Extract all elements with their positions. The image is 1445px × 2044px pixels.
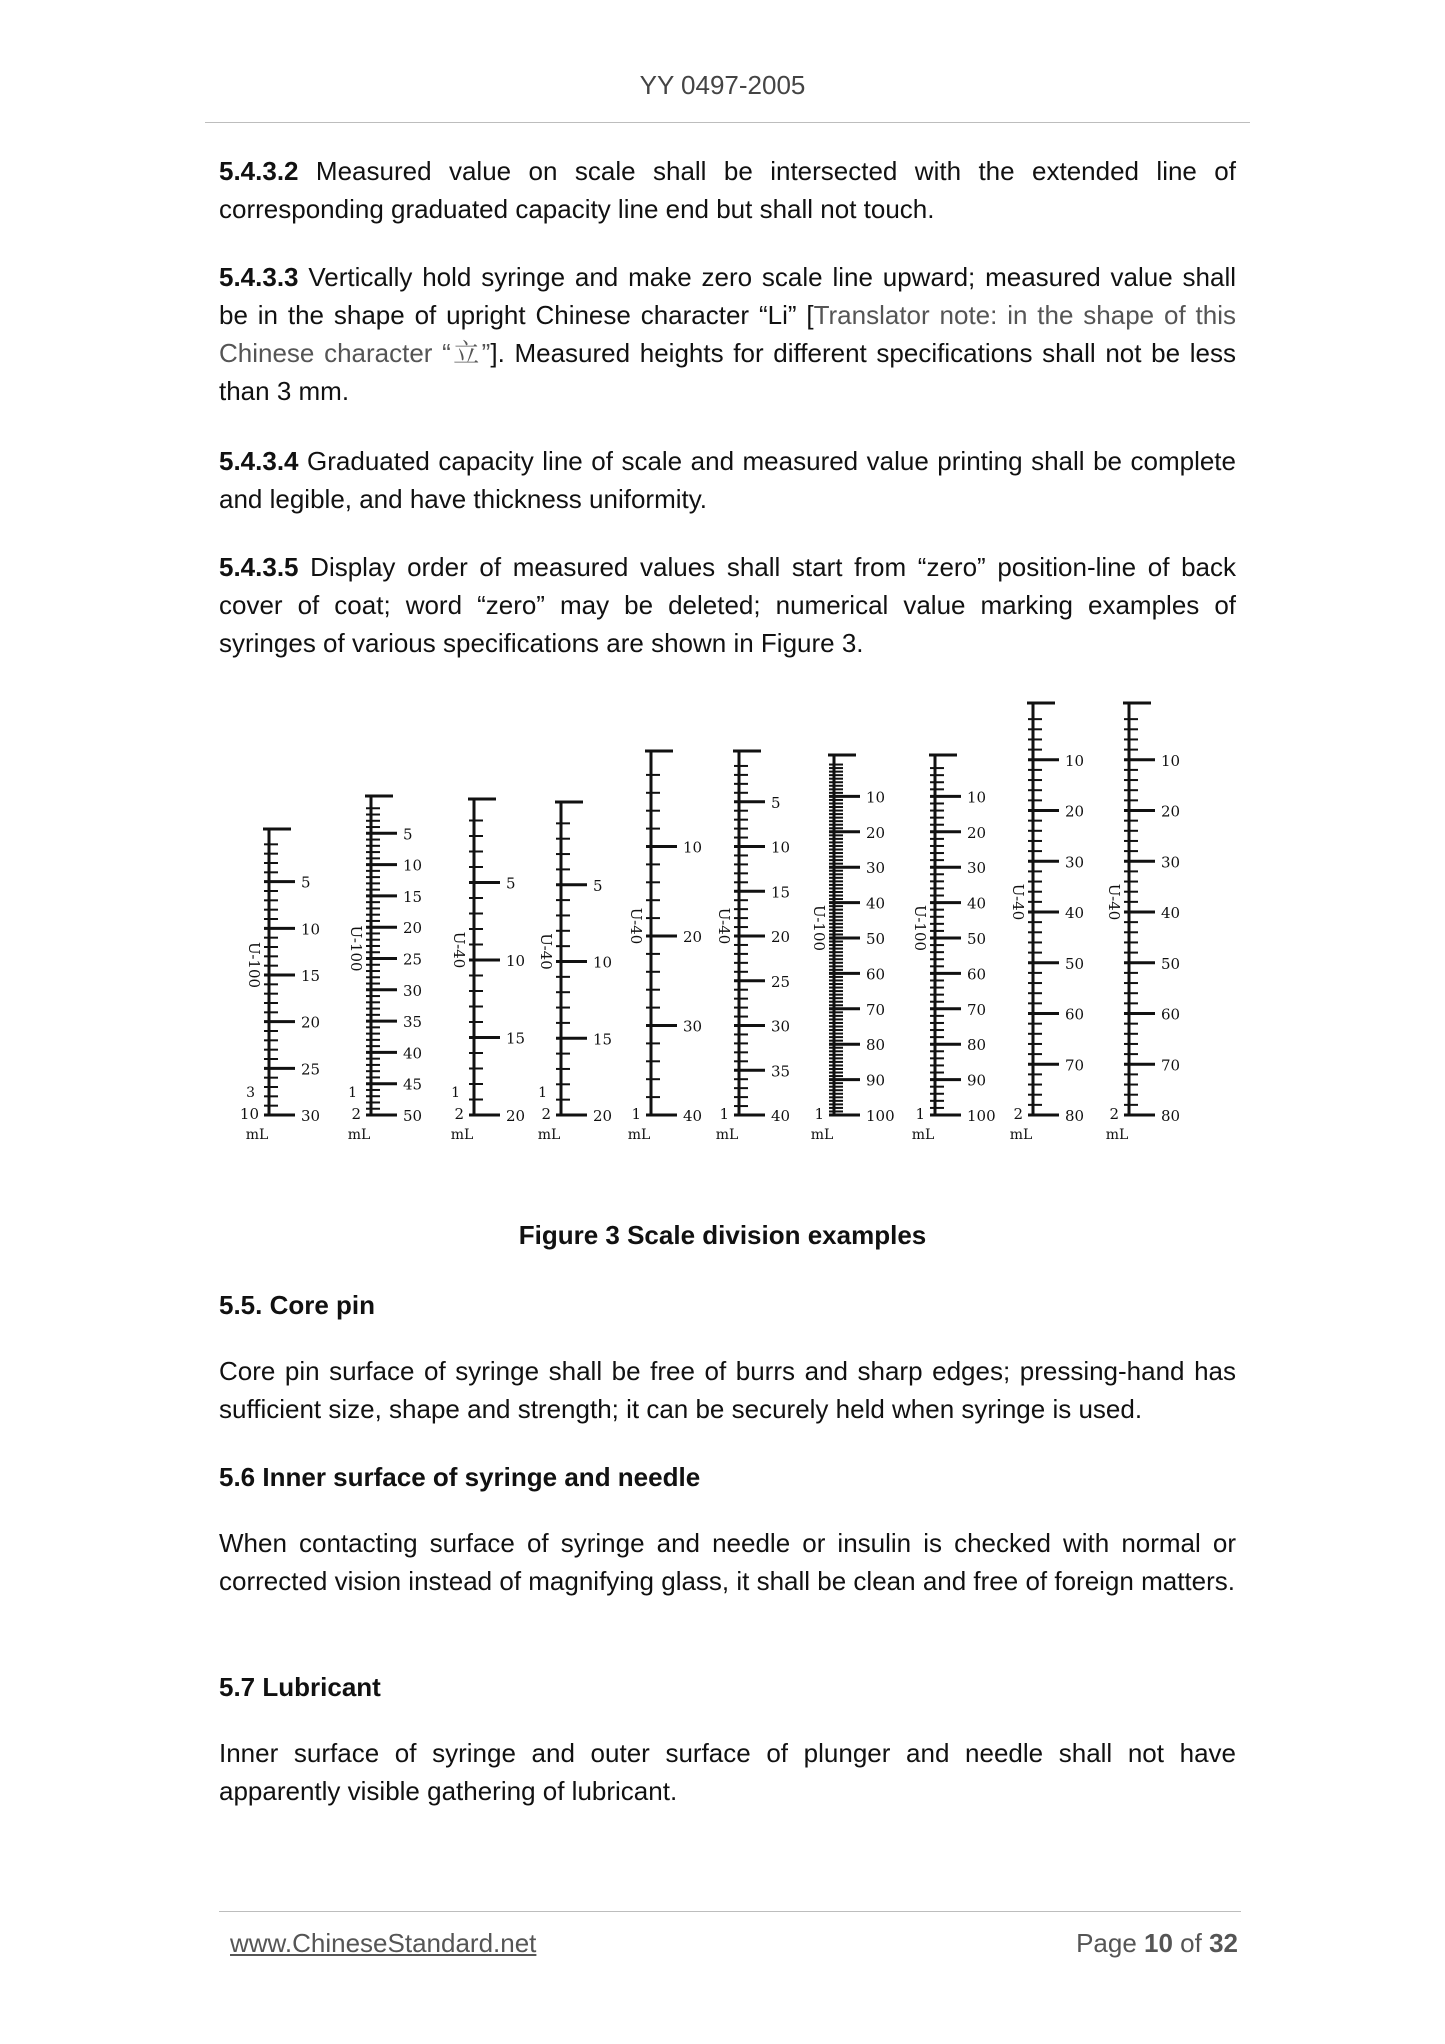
- clause-text: Display order of measured values shall start from “zero” position-line of back cover of coat; word “zero” may be deleted; numerical value marking examples of syringes of various specifications are shown in Figure 3.: [219, 552, 1236, 658]
- volume-numerator: 3: [246, 1085, 255, 1101]
- syringe-type-label: U-100: [810, 904, 828, 952]
- volume-unit: mL: [347, 1127, 371, 1143]
- scale-label: 30: [967, 859, 987, 878]
- syringe-type-label: U-40: [627, 907, 645, 945]
- page-prefix: Page: [1076, 1928, 1145, 1958]
- scale-label: 15: [771, 883, 791, 902]
- syringe-type-label: U-40: [1105, 883, 1123, 921]
- syringe-type-label: U-40: [1009, 883, 1027, 921]
- syringe-type-label: U-40: [450, 931, 468, 969]
- document-code-header: YY 0497-2005: [639, 70, 806, 100]
- scale-label: 35: [771, 1062, 791, 1081]
- volume-value: 1: [915, 1105, 925, 1123]
- scale-label: 25: [403, 950, 423, 969]
- scale-label: 20: [403, 919, 423, 938]
- volume-unit: mL: [537, 1127, 561, 1143]
- volume-unit: mL: [245, 1127, 269, 1143]
- scale-label: 40: [683, 1107, 703, 1125]
- scale-label: 50: [1161, 954, 1181, 973]
- website-link[interactable]: www.ChineseStandard.net: [230, 1928, 537, 1958]
- clause-5-4-3-3: [219, 258, 1236, 410]
- volume-value: 2: [1013, 1105, 1023, 1123]
- scale-label: 10: [771, 838, 791, 857]
- volume-numerator: 1: [348, 1085, 357, 1101]
- scale-label: 40: [771, 1107, 791, 1125]
- clause-number: 5.4.3.4: [219, 446, 299, 476]
- page-number: [1076, 1928, 1238, 1959]
- clause-text: Measured value on scale shall be intersected with the extended line of corresponding graduated capacity line end but shall not touch.: [219, 156, 1236, 224]
- scale-label: 70: [866, 1000, 886, 1019]
- clause-text: Graduated capacity line of scale and measured value printing shall be complete and legible, and have thickness uniformity.: [219, 446, 1236, 514]
- translator-note: Translator note: in the shape of this Chinese character “立”: [219, 300, 1236, 368]
- scale-label: 60: [1065, 1005, 1085, 1024]
- scale-label: 15: [301, 967, 321, 985]
- scale-label: 10: [866, 788, 886, 807]
- scale-label: 20: [593, 1107, 613, 1125]
- scale-label: 30: [771, 1017, 791, 1036]
- scale-label: 5: [593, 876, 603, 895]
- volume-unit: mL: [1105, 1127, 1129, 1143]
- scale-label: 15: [506, 1029, 526, 1048]
- scale-label: 70: [1161, 1056, 1181, 1075]
- scale-label: 80: [866, 1036, 886, 1055]
- scale-label: 90: [967, 1071, 987, 1090]
- section-5-5-heading: 5.5. Core pin: [219, 1290, 376, 1320]
- scale-label: 70: [1065, 1056, 1085, 1075]
- scale-label: 35: [403, 1013, 423, 1032]
- volume-unit: mL: [715, 1127, 739, 1143]
- scale-label: 40: [967, 894, 987, 913]
- scale-label: 25: [771, 972, 791, 991]
- scale-label: 50: [1065, 954, 1085, 973]
- volume-unit: mL: [911, 1127, 935, 1143]
- scale-label: 10: [967, 788, 987, 807]
- scale-label: 10: [403, 856, 423, 875]
- syringe-type-label: U-100: [245, 941, 263, 989]
- scale-label: 20: [301, 1013, 321, 1032]
- scale-label: 10: [1161, 751, 1181, 770]
- scale-label: 5: [771, 793, 781, 812]
- scale-label: 100: [967, 1107, 996, 1125]
- clause-5-4-3-2: [219, 152, 1236, 228]
- scale-label: 30: [403, 981, 423, 1000]
- scale-label: 80: [1065, 1107, 1085, 1125]
- scale-label: 5: [403, 825, 413, 844]
- scale-label: 15: [403, 887, 423, 906]
- scale-label: 10: [301, 920, 321, 939]
- volume-unit: mL: [810, 1127, 834, 1143]
- scale-label: 30: [1161, 853, 1181, 872]
- clause-5-4-3-4: [219, 442, 1236, 518]
- volume-numerator: 1: [451, 1085, 460, 1101]
- page-of: of: [1172, 1928, 1210, 1958]
- section-5-7-text: Inner surface of syringe and outer surface of plunger and needle shall not have apparently visible gathering of lubricant.: [219, 1738, 1236, 1806]
- scale-label: 20: [967, 823, 987, 842]
- volume-value: 2: [351, 1105, 361, 1123]
- section-5-5-text: Core pin surface of syringe shall be free of burrs and sharp edges; pressing-hand has sufficient size, shape and strength; it can be securely held when syringe is used.: [219, 1356, 1236, 1424]
- scale-label: 80: [967, 1036, 987, 1055]
- scale-label: 20: [1161, 802, 1181, 821]
- scale-label: 50: [866, 930, 886, 948]
- volume-unit: mL: [1009, 1127, 1033, 1143]
- scale-label: 60: [1161, 1005, 1181, 1024]
- scale-label: 60: [866, 965, 886, 984]
- scale-label: 30: [1065, 853, 1085, 872]
- volume-value: 1: [814, 1105, 824, 1123]
- syringe-type-label: U-40: [715, 907, 733, 945]
- page-current: 10: [1144, 1928, 1173, 1958]
- scale-label: 30: [683, 1017, 703, 1036]
- scale-label: 30: [866, 859, 886, 878]
- scale-label: 40: [1065, 904, 1085, 922]
- scale-label: 40: [403, 1044, 423, 1063]
- scale-label: 80: [1161, 1107, 1181, 1125]
- clause-number: 5.4.3.3: [219, 262, 299, 292]
- volume-value: 1: [719, 1105, 729, 1123]
- scale-label: 20: [866, 823, 886, 842]
- scale-label: 20: [683, 928, 703, 946]
- scale-label: 5: [506, 874, 516, 893]
- clause-number: 5.4.3.2: [219, 156, 299, 186]
- figure-caption: Figure 3 Scale division examples: [518, 1220, 927, 1250]
- volume-unit: mL: [450, 1127, 474, 1143]
- syringe-type-label: U-100: [347, 925, 365, 972]
- scale-division-drawing: [219, 695, 1236, 1185]
- scale-label: 25: [301, 1060, 321, 1079]
- clause-5-4-3-5: [219, 548, 1236, 662]
- volume-value: 2: [454, 1105, 464, 1123]
- scale-label: 60: [967, 965, 987, 984]
- scale-label: 20: [771, 928, 791, 946]
- scale-label: 40: [866, 894, 886, 913]
- syringe-type-label: U-40: [537, 933, 555, 970]
- clause-text: Vertically hold syringe and make zero scale line upward; measured value shall be in the shape of upright Chinese character “Li” [: [219, 262, 1236, 330]
- scale-label: 100: [866, 1107, 895, 1125]
- scale-label: 5: [301, 873, 311, 892]
- syringe-type-label: U-100: [911, 904, 929, 952]
- volume-numerator: 1: [538, 1085, 547, 1101]
- volume-value: 1: [631, 1105, 641, 1123]
- volume-unit: mL: [627, 1127, 651, 1143]
- scale-label: 50: [967, 930, 987, 948]
- scale-label: 15: [593, 1030, 613, 1049]
- section-5-6-heading: 5.6 Inner surface of syringe and needle: [219, 1462, 701, 1492]
- header-divider: [205, 122, 1250, 123]
- scale-label: 70: [967, 1000, 987, 1019]
- volume-value: 2: [541, 1105, 551, 1123]
- scale-label: 10: [593, 953, 613, 972]
- page-total: 32: [1209, 1928, 1238, 1958]
- scale-label: 20: [506, 1107, 526, 1125]
- scale-label: 30: [301, 1107, 321, 1125]
- scale-label: 45: [403, 1075, 423, 1094]
- scale-label: 90: [866, 1071, 886, 1090]
- volume-value: 2: [1109, 1105, 1119, 1123]
- scale-label: 50: [403, 1107, 423, 1125]
- scale-label: 40: [1161, 904, 1181, 922]
- figure-3-scale-examples: [219, 695, 1236, 1185]
- clause-number: 5.4.3.5: [219, 552, 299, 582]
- scale-label: 20: [1065, 802, 1085, 821]
- section-5-7-heading: 5.7 Lubricant: [219, 1672, 381, 1702]
- scale-label: 10: [1065, 751, 1085, 770]
- clause-text: ]. Measured heights for different specifications shall not be less than 3 mm.: [219, 338, 1236, 406]
- scale-label: 10: [683, 838, 703, 857]
- scale-label: 10: [506, 952, 526, 970]
- section-5-6-text: When contacting surface of syringe and needle or insulin is checked with normal or corrected vision instead of magnifying glass, it shall be clean and free of foreign matters.: [219, 1528, 1236, 1596]
- volume-value: 10: [239, 1105, 259, 1123]
- footer-divider: [219, 1911, 1241, 1912]
